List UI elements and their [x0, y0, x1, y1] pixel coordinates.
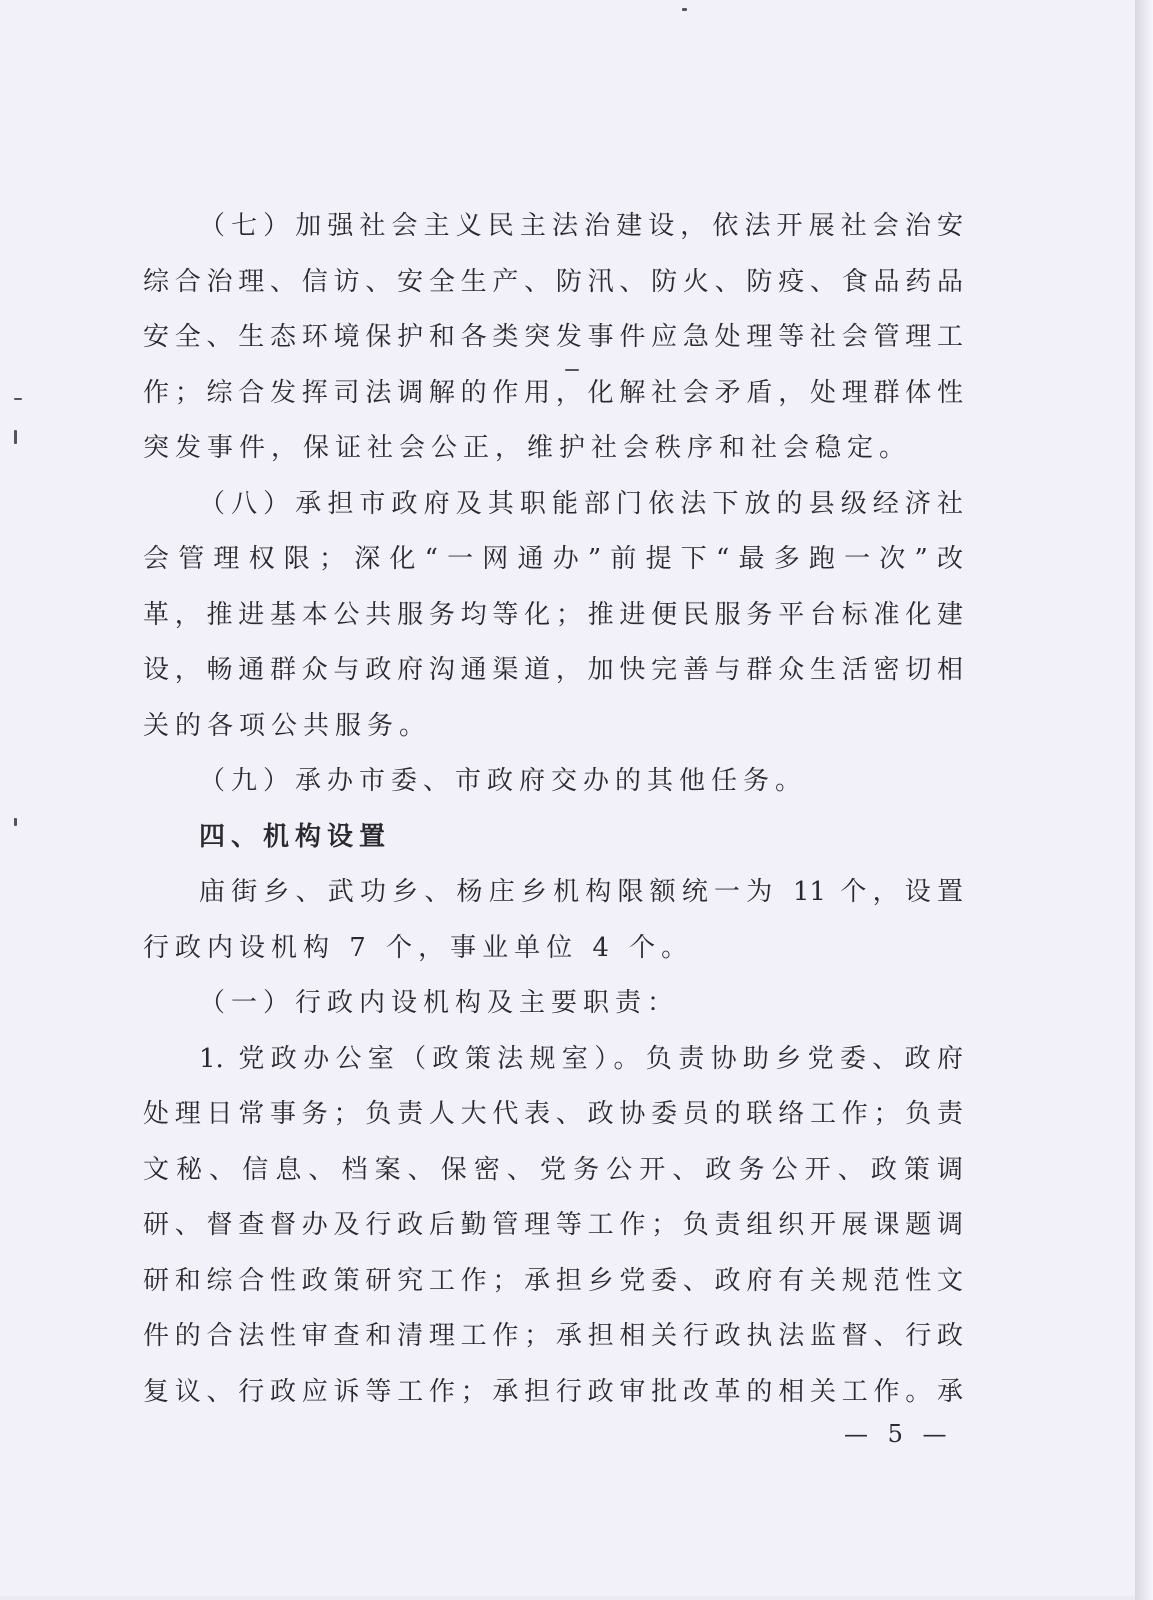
text-line: （八）承担市政府及其职能部门依法下放的县级经济社: [199, 488, 963, 519]
text-line: 关的各项公共服务。: [143, 710, 432, 741]
text-line: 研和综合性政策研究工作；承担乡党委、政府有关规范性文: [143, 1265, 963, 1296]
page-number: — 5 —: [844, 1420, 953, 1448]
text-line: 综合治理、信访、安全生产、防汛、防火、防疫、食品药品: [143, 266, 963, 297]
subsection-heading: （一）行政内设机构及主要职责：: [199, 988, 680, 1018]
text-line: 文秘、信息、档案、保密、党务公开、政务公开、政策调: [143, 1154, 963, 1185]
text-line: 革，推进基本公共服务均等化；推进便民服务平台标准化建: [143, 599, 963, 630]
scan-speck: [14, 398, 22, 400]
text-line: 会管理权限；深化“一网通办”前提下“最多跑一次”改: [143, 544, 963, 574]
text-line: 作；综合发挥司法调解的作用，化解社会矛盾，处理群体性: [143, 377, 963, 408]
text-line: 突发事件，保证社会公正，维护社会秩序和社会稳定。: [143, 433, 912, 463]
text-line: 处理日常事务；负责人大代表、政协委员的联络工作；负责: [143, 1099, 963, 1129]
text-line: 庙街乡、武功乡、杨庄乡机构限额统一为 11 个，设置: [199, 877, 963, 907]
page-edge: [1135, 0, 1153, 1600]
document-body: [143, 199, 963, 1420]
text-line: 1. 党政办公室（政策法规室）。负责协助乡党委、政府: [199, 1043, 963, 1074]
scan-speck: [682, 8, 687, 11]
text-line: 设，畅通群众与政府沟通渠道，加快完善与群众生活密切相: [143, 655, 963, 685]
text-line: 安全、生态环境保护和各类突发事件应急处理等社会管理工: [143, 322, 963, 352]
text-line: 研、督查督办及行政后勤管理等工作；负责组织开展课题调: [143, 1210, 963, 1240]
text-line: （七）加强社会主义民主法治建设，依法开展社会治安: [199, 211, 963, 241]
text-line: 件的合法性审查和清理工作；承担相关行政执法监督、行政: [143, 1321, 963, 1351]
scan-speck: [14, 818, 17, 826]
text-line: 行政内设机构 7 个，事业单位 4 个。: [143, 932, 694, 963]
section-heading: 四、机构设置: [199, 821, 392, 852]
text-line: 复议、行政应诉等工作；承担行政审批改革的相关工作。承: [143, 1376, 963, 1407]
text-line: （九）承办市委、市政府交办的其他任务。: [199, 766, 808, 796]
scan-speck: [14, 430, 17, 444]
scan-speck: [565, 369, 579, 371]
